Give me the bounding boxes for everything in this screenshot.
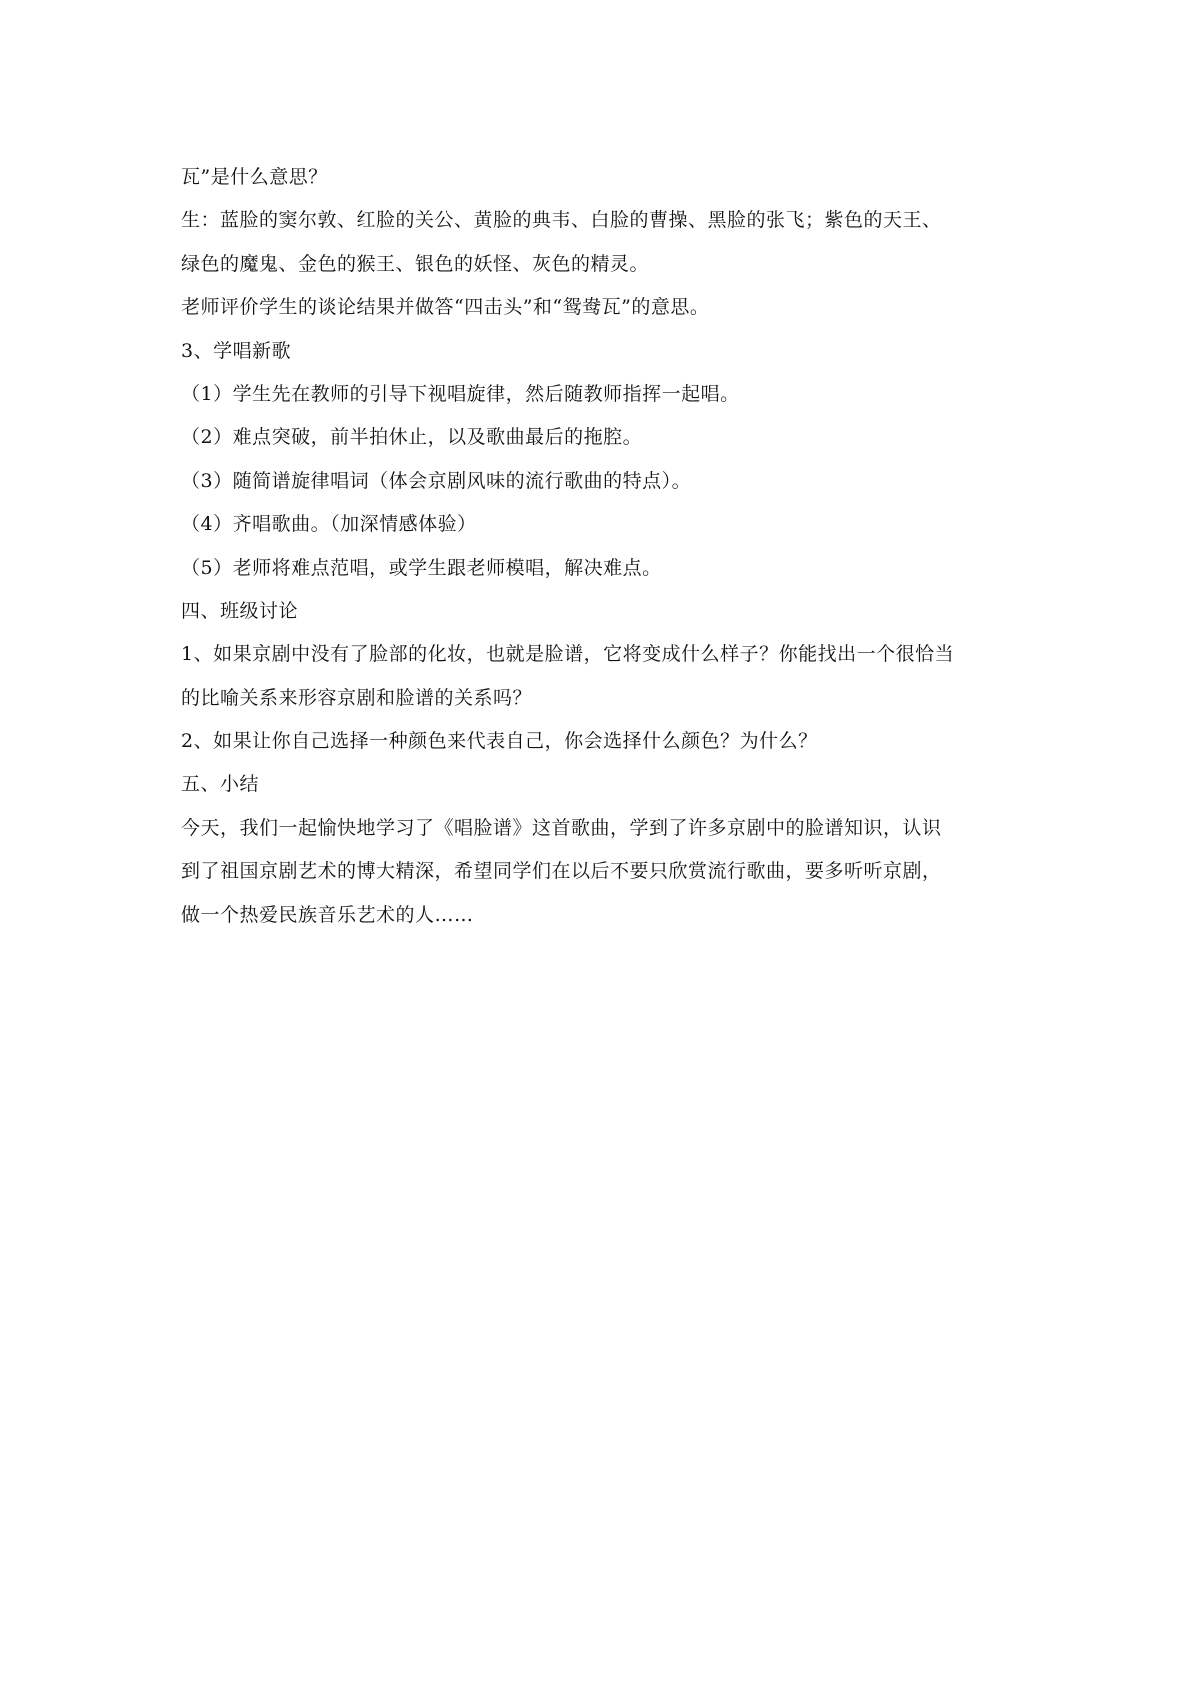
text-line: （3）随简谱旋律唱词（体会京剧风味的流行歌曲的特点）。 [181, 469, 692, 492]
section-heading: 四、班级讨论 [181, 599, 299, 622]
text-line: 绿色的魔鬼、金色的猴王、银色的妖怪、灰色的精灵。 [181, 252, 650, 275]
section-heading: 3、学唱新歌 [181, 339, 292, 362]
text-line: 2、如果让你自己选择一种颜色来代表自己，你会选择什么颜色？为什么？ [181, 730, 818, 753]
document-body [181, 156, 1016, 937]
text-line: 到了祖国京剧艺术的博大精深，希望同学们在以后不要只欣赏流行歌曲，要多听听京剧， [181, 860, 942, 883]
text-line: 今天，我们一起愉快地学习了《唱脸谱》这首歌曲，学到了许多京剧中的脸谱知识，认识 [181, 816, 942, 839]
text-line: 的比喻关系来形容京剧和脸谱的关系吗？ [181, 686, 533, 709]
text-line: 1、如果京剧中没有了脸部的化妆，也就是脸谱，它将变成什么样子？你能找出一个很恰当 [181, 643, 955, 666]
text-line: （1）学生先在教师的引导下视唱旋律，然后随教师指挥一起唱。 [181, 382, 740, 405]
text-line: 老师评价学生的谈论结果并做答“四击头”和“鸳鸯瓦”的意思。 [181, 296, 710, 319]
text-line: 生：蓝脸的窦尔敦、红脸的关公、黄脸的典韦、白脸的曹操、黑脸的张飞；紫色的天王、 [181, 209, 942, 232]
text-line: 做一个热爱民族音乐艺术的人…… [181, 903, 474, 926]
text-line: （5）老师将难点范唱，或学生跟老师模唱，解决难点。 [181, 556, 662, 579]
text-line: （2）难点突破，前半拍休止，以及歌曲最后的拖腔。 [181, 426, 643, 449]
text-line: 瓦”是什么意思？ [181, 166, 328, 188]
text-line: （4）齐唱歌曲。（加深情感体验） [181, 513, 477, 536]
section-heading: 五、小结 [181, 773, 260, 796]
